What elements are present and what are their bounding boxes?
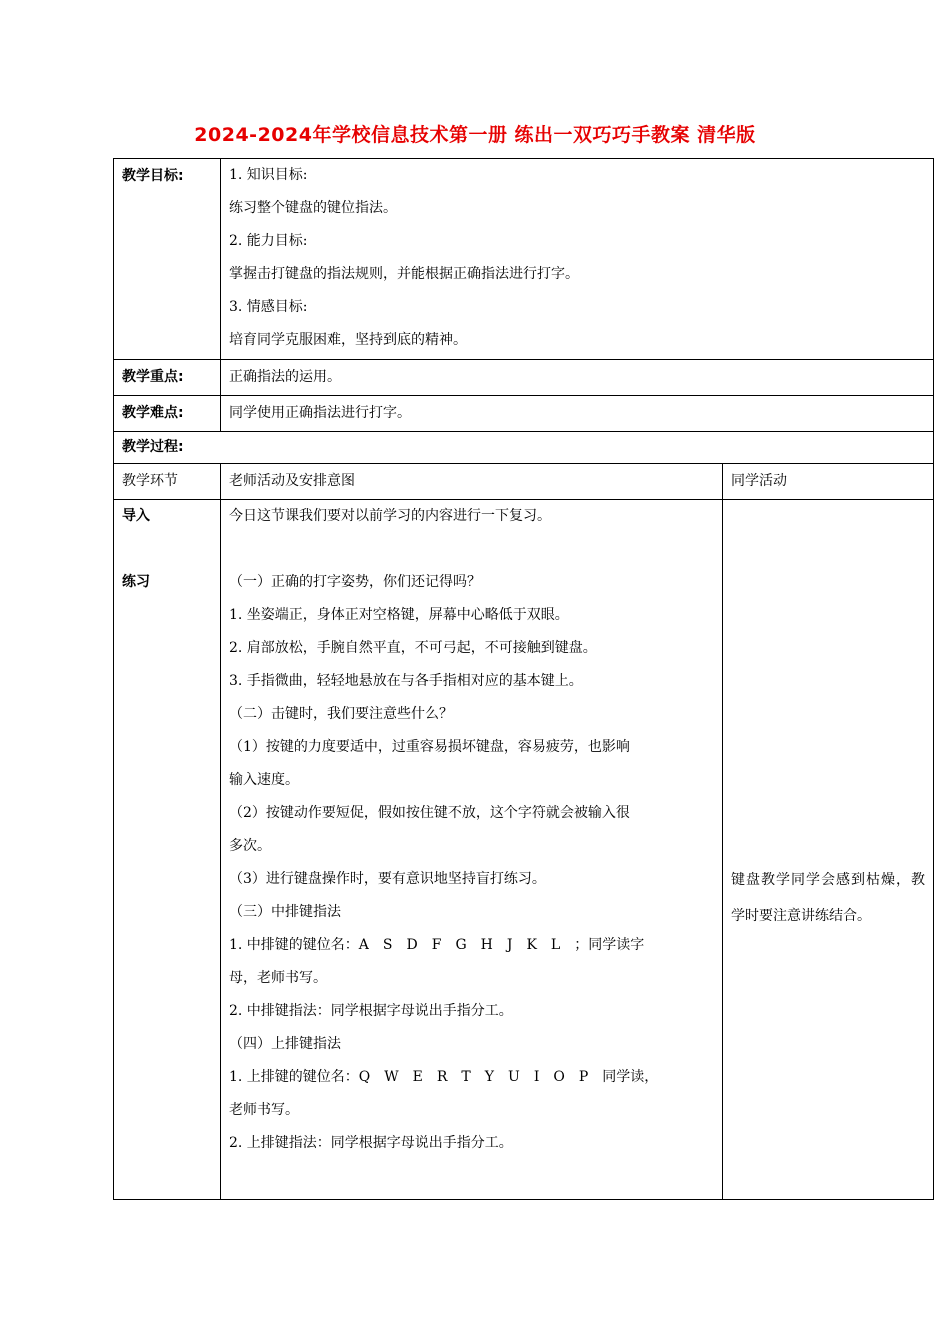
objectives-content <box>221 159 934 360</box>
process-body-row <box>114 500 934 1200</box>
student-activity-cell: 键盘教学同学会感到枯燥，教学时要注意讲练结合。 <box>723 500 934 1200</box>
teacher-line: 今日这节课我们要对以前学习的内容进行一下复习。 <box>229 508 551 524</box>
stage-practice: 练习 <box>122 574 150 590</box>
teacher-line: 2. 肩部放松，手腕自然平直，不可弓起，不可接触到键盘。 <box>229 640 597 656</box>
stage-cell <box>114 500 221 1200</box>
teacher-line: 2. 上排键指法：同学根据字母说出手指分工。 <box>229 1135 513 1151</box>
teacher-line: （3）进行键盘操作时，要有意识地坚持盲打练习。 <box>229 871 546 887</box>
teacher-line: （三）中排键指法 <box>229 904 341 920</box>
process-label: 教学过程: <box>114 432 934 464</box>
teacher-line: 2. 中排键指法：同学根据字母说出手指分工。 <box>229 1003 513 1019</box>
teacher-line: 1. 中排键的键位名：A S D F G H J K L ；同学读字 <box>229 937 645 953</box>
process-header-row <box>114 464 934 500</box>
lesson-plan-table <box>113 158 934 1200</box>
objectives-label: 教学目标: <box>114 159 221 360</box>
objective-line: 培育同学克服困难，坚持到底的精神。 <box>229 332 467 348</box>
process-row <box>114 432 934 464</box>
objective-line: 练习整个键盘的键位指法。 <box>229 200 397 216</box>
teacher-line: （四）上排键指法 <box>229 1036 341 1052</box>
stage-header: 教学环节 <box>114 464 221 500</box>
teacher-line: 1. 上排键的键位名：Q W E R T Y U I O P 同学读， <box>229 1069 659 1085</box>
teacher-line: 多次。 <box>229 838 271 854</box>
difficulty-text: 同学使用正确指法进行打字。 <box>221 396 934 432</box>
document-title: 2024-2024年学校信息技术第一册 练出一双巧巧手教案 清华版 <box>194 124 756 146</box>
teacher-line: 老师书写。 <box>229 1102 299 1118</box>
objective-line: 2. 能力目标: <box>229 233 308 249</box>
teacher-activity-cell <box>221 500 723 1200</box>
key-point-label: 教学重点: <box>114 360 221 396</box>
teacher-activity-header: 老师活动及安排意图 <box>221 464 723 500</box>
key-point-row <box>114 360 934 396</box>
teacher-line: （二）击键时，我们要注意些什么？ <box>229 706 453 722</box>
difficulty-label: 教学难点: <box>114 396 221 432</box>
teacher-line: 输入速度。 <box>229 772 299 788</box>
objective-line: 1. 知识目标: <box>229 167 308 183</box>
teacher-line: 3. 手指微曲，轻轻地悬放在与各手指相对应的基本键上。 <box>229 673 583 689</box>
teacher-line: （2）按键动作要短促，假如按住键不放，这个字符就会被输入很 <box>229 805 630 821</box>
teacher-line: 母，老师书写。 <box>229 970 327 986</box>
difficulty-row <box>114 396 934 432</box>
teacher-line: （1）按键的力度要适中，过重容易损坏键盘，容易疲劳，也影响 <box>229 739 630 755</box>
objective-line: 3. 情感目标: <box>229 299 308 315</box>
stage-intro: 导入 <box>122 508 150 524</box>
key-point-text: 正确指法的运用。 <box>221 360 934 396</box>
teacher-line: 1. 坐姿端正，身体正对空格键，屏幕中心略低于双眼。 <box>229 607 569 623</box>
teacher-line: （一）正确的打字姿势，你们还记得吗？ <box>229 574 481 590</box>
objective-line: 掌握击打键盘的指法规则，并能根据正确指法进行打字。 <box>229 266 579 282</box>
student-activity-header: 同学活动 <box>723 464 934 500</box>
objectives-row <box>114 159 934 360</box>
